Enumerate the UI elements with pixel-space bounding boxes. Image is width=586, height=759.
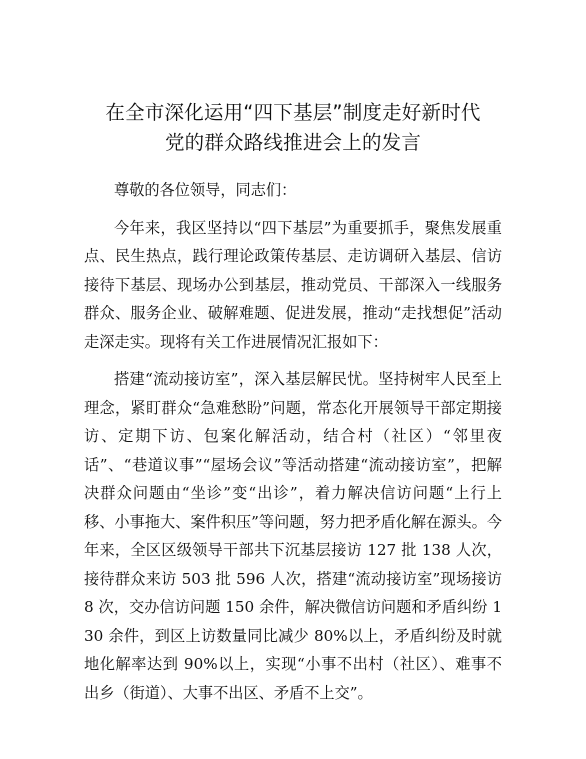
salutation: 尊敬的各位领导，同志们： (114, 181, 297, 199)
document-title (84, 98, 502, 158)
title-line-1: 在全市深化运用“四下基层”制度走好新时代 (105, 101, 481, 124)
body-paragraph-2: 搭建“流动接访室”，深入基层解民忧。坚持树牢人民至上理念，紧盯群众“急难愁盼”问题，常态化开展领导干部定期接访、定期下访、包案化解活动，结合村（社区）“邻里夜话”、“巷道议事”“屋场会议”等活动搭建“流动接访室”，把解决群众问题由“坐诊”变“出诊”，着力解决信访问题“上行上移、小事拖大、案件积压”等问题，努力把矛盾化解在源头。今年来，全区区级领导干部共下沉基层接访 127 批 138 人次，接待群众来访 503 批 596 人次，搭建“流动接访室”现场接访 8 次，交办信访问题 150 余件，解决微信访问题和矛盾纠纷 130 余件，到区上访数量同比减少 80%以上，矛盾纠纷及时就地化解率达到 90%以上，实现“小事不出村（社区）、难事不出乡（街道）、大事不出区、矛盾不上交”。 (84, 370, 502, 702)
body-paragraph-1: 今年来，我区坚持以“四下基层”为重要抓手，聚焦发展重点、民生热点，践行理论政策传基层、走访调研入基层、信访接待下基层、现场办公到基层，推动党员、干部深入一线服务群众、服务企业、破解难题、促进发展，推动“走找想促”活动走深走实。现将有关工作进展情况汇报如下： (84, 218, 502, 351)
title-line-2: 党的群众路线推进会上的发言 (164, 131, 422, 154)
